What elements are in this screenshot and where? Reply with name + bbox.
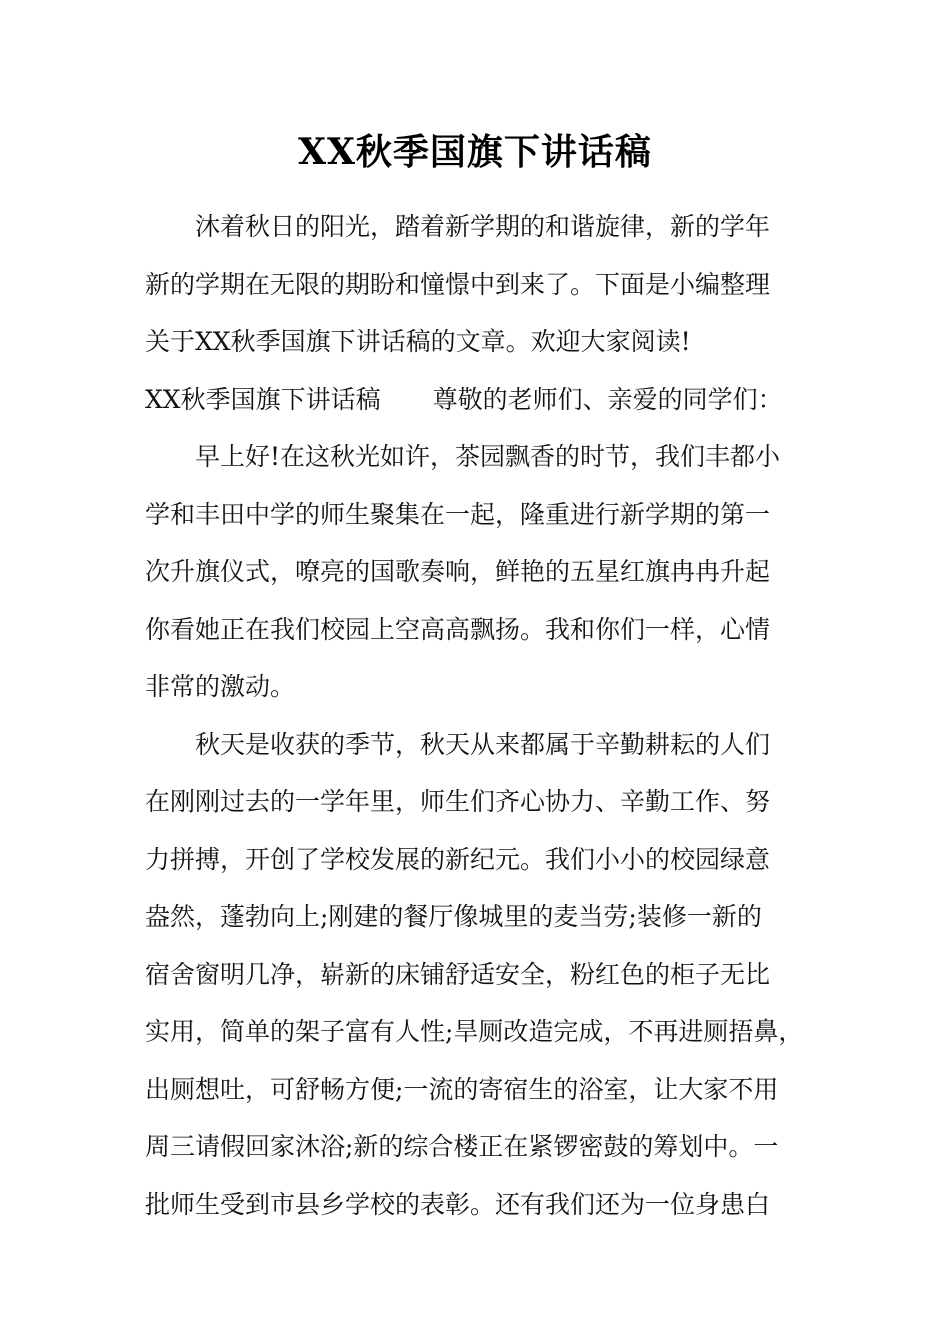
paragraph-line-17: 批师生受到市县乡学校的表彰。还有我们还为一位身患白 bbox=[145, 1189, 771, 1219]
salutation: 尊敬的老师们、亲爱的同学们： bbox=[432, 384, 783, 414]
page-title: XX秋季国旗下讲话稿 bbox=[298, 131, 652, 173]
paragraph-line-3: 关于XX秋季国旗下讲话稿的文章。欢迎大家阅读! bbox=[145, 327, 691, 356]
paragraph-line-14: 实用，简单的架子富有人性;旱厕改造完成，不再进厕捂鼻， bbox=[145, 1017, 804, 1046]
speech-heading-line bbox=[145, 371, 825, 429]
paragraph-line-4: 早上好!在这秋光如许，茶园飘香的时节，我们丰都小 bbox=[195, 442, 781, 471]
paragraph-line-5: 学和丰田中学的师生聚集在一起，隆重进行新学期的第一 bbox=[145, 499, 771, 529]
paragraph-line-12: 盎然，蓬勃向上;刚建的餐厅像城里的麦当劳;装修一新的 bbox=[145, 902, 762, 931]
document-body bbox=[145, 198, 825, 1233]
paragraph-line-9: 秋天是收获的季节，秋天从来都属于辛勤耕耘的人们 bbox=[195, 729, 771, 759]
paragraph-line-11: 力拼搏，开创了学校发展的新纪元。我们小小的校园绿意 bbox=[145, 844, 771, 874]
paragraph-line-1: 沐着秋日的阳光，踏着新学期的和谐旋律，新的学年 bbox=[195, 212, 771, 241]
paragraph-line-7: 你看她正在我们校园上空高高飘扬。我和你们一样，心情 bbox=[145, 614, 771, 644]
paragraph-line-2: 新的学期在无限的期盼和憧憬中到来了。下面是小编整理 bbox=[145, 269, 771, 299]
speech-title-inline: XX秋季国旗下讲话稿 bbox=[145, 384, 381, 414]
paragraph-line-13: 宿舍窗明几净，崭新的床铺舒适安全，粉红色的柜子无比 bbox=[145, 959, 771, 989]
paragraph-line-6: 次升旗仪式，嘹亮的国歌奏响，鲜艳的五星红旗冉冉升起 bbox=[145, 557, 771, 586]
paragraph-line-10: 在刚刚过去的一学年里，师生们齐心协力、辛勤工作、努 bbox=[145, 787, 771, 816]
paragraph-line-16: 周三请假回家沐浴;新的综合楼正在紧锣密鼓的筹划中。一 bbox=[145, 1132, 779, 1161]
paragraph-line-15: 出厕想吐，可舒畅方便;一流的寄宿生的浴室，让大家不用 bbox=[145, 1074, 779, 1104]
paragraph-line-8: 非常的激动。 bbox=[145, 672, 296, 701]
